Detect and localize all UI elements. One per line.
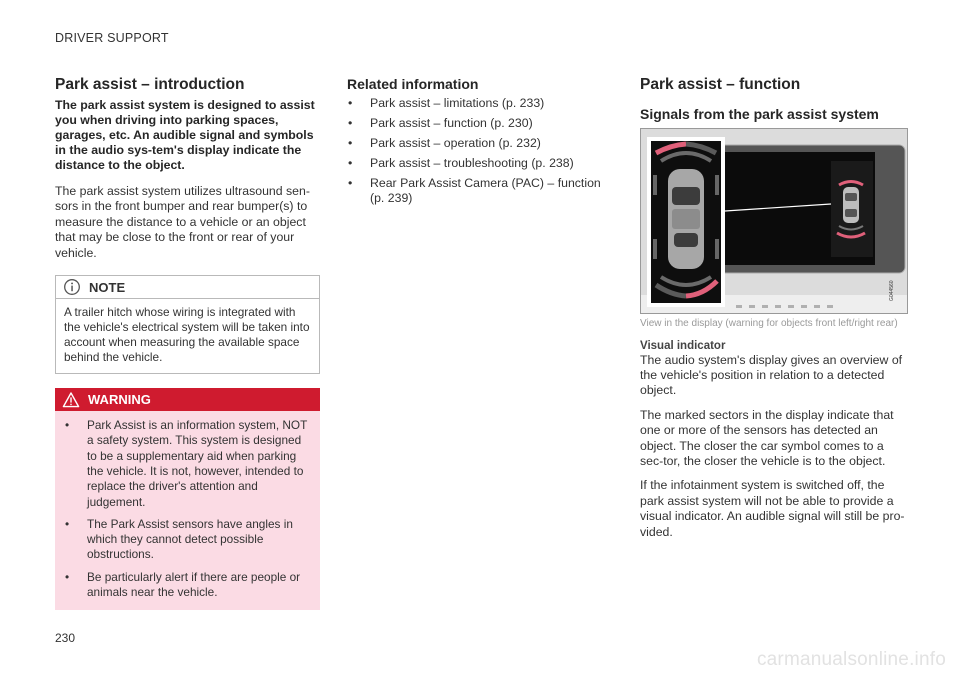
function-title: Park assist – function <box>640 76 801 93</box>
function-column <box>640 76 908 549</box>
warning-list <box>55 411 320 610</box>
section-header: DRIVER SUPPORT <box>55 31 169 45</box>
warning-header <box>55 388 320 411</box>
related-link[interactable] <box>347 116 605 131</box>
related-link-text[interactable]: Rear Park Assist Camera (PAC) – function (p. 239) <box>370 176 601 205</box>
warning-item-text: Be particularly alert if there are people or animals near the vehicle. <box>87 569 301 599</box>
bullet: • <box>348 176 353 190</box>
function-paragraph: The audio system's display gives an overview of the vehicle's position in relation to a detected object. <box>640 352 903 398</box>
warning-triangle-icon <box>62 391 80 409</box>
warning-item-text: Park Assist is an information system, NOT a safety system. This system is designed to be a supplementary aid when parking the vehicle. It is not, however, intended to replace the driver's attention and judgement. <box>87 418 308 509</box>
watermark-text: carmanualsonline.info <box>756 649 946 670</box>
introduction-body: The park assist system utilizes ultrasound sen-sors in the front bumper and rear bumper(s) to measure the distance to a vehicle or an object that may be close to the front or rear of your vehicle. <box>55 184 310 260</box>
note-text: A trailer hitch whose wiring is integrated with the vehicle's electrical system will be taken into account when measuring the available space behind the vehicle. <box>64 305 310 365</box>
warning-item <box>63 570 312 601</box>
bullet: • <box>348 156 353 170</box>
bullet: • <box>65 418 70 433</box>
bullet: • <box>65 516 70 531</box>
park-assist-display-illustration <box>640 128 908 314</box>
related-link-text[interactable]: Park assist – function (p. 230) <box>370 116 533 130</box>
note-header <box>56 276 319 299</box>
small-car-icon <box>843 187 859 223</box>
related-link[interactable] <box>347 176 605 206</box>
page-number: 230 <box>55 631 76 645</box>
warning-label: WARNING <box>88 392 151 408</box>
related-information-title: Related information <box>347 76 479 92</box>
car-icon <box>668 169 704 269</box>
warning-item-text: The Park Assist sensors have angles in which they cannot detect possible obstructions. <box>87 516 293 562</box>
warning-item <box>63 517 312 563</box>
related-link-text[interactable]: Park assist – operation (p. 232) <box>370 136 541 150</box>
related-information-column <box>347 76 605 211</box>
function-paragraph: If the infotainment system is switched off, the park assist system will not be able to provide a visual indicator. An audible signal will still be pro-vided. <box>640 478 905 539</box>
bullet: • <box>348 96 353 110</box>
figure-caption: View in the display (warning for objects front left/right rear) <box>640 318 898 329</box>
signals-subtitle: Signals from the park assist system <box>640 106 879 122</box>
warning-box <box>55 388 320 610</box>
note-label: NOTE <box>89 279 126 295</box>
function-paragraph: The marked sectors in the display indicate that one or more of the sensors has detected an object. The closer the car symbol comes to a sec-tor, the closer the vehicle is to the object. <box>640 407 894 468</box>
warning-item <box>63 418 312 510</box>
introduction-title: Park assist – introduction <box>55 76 245 93</box>
related-links-list <box>347 96 605 206</box>
bullet: • <box>65 569 70 584</box>
related-link[interactable] <box>347 156 605 171</box>
related-link-text[interactable]: Park assist – troubleshooting (p. 238) <box>370 156 574 170</box>
introduction-lead: The park assist system is designed to assist you when driving into parking spaces, garages, etc. An audible signal and symbols in the audio sys-tem's display indicate the distance to the object. <box>55 98 315 172</box>
related-link[interactable] <box>347 96 605 111</box>
related-link-text[interactable]: Park assist – limitations (p. 233) <box>370 96 545 110</box>
display-illustration-svg <box>641 129 907 313</box>
bullet: • <box>348 136 353 150</box>
figure-code: G044560 <box>889 280 895 301</box>
info-icon <box>63 278 81 296</box>
bullet: • <box>348 116 353 130</box>
introduction-column <box>55 76 320 610</box>
note-box <box>55 275 320 374</box>
visual-indicator-heading: Visual indicator <box>640 339 726 352</box>
related-link[interactable] <box>347 136 605 151</box>
